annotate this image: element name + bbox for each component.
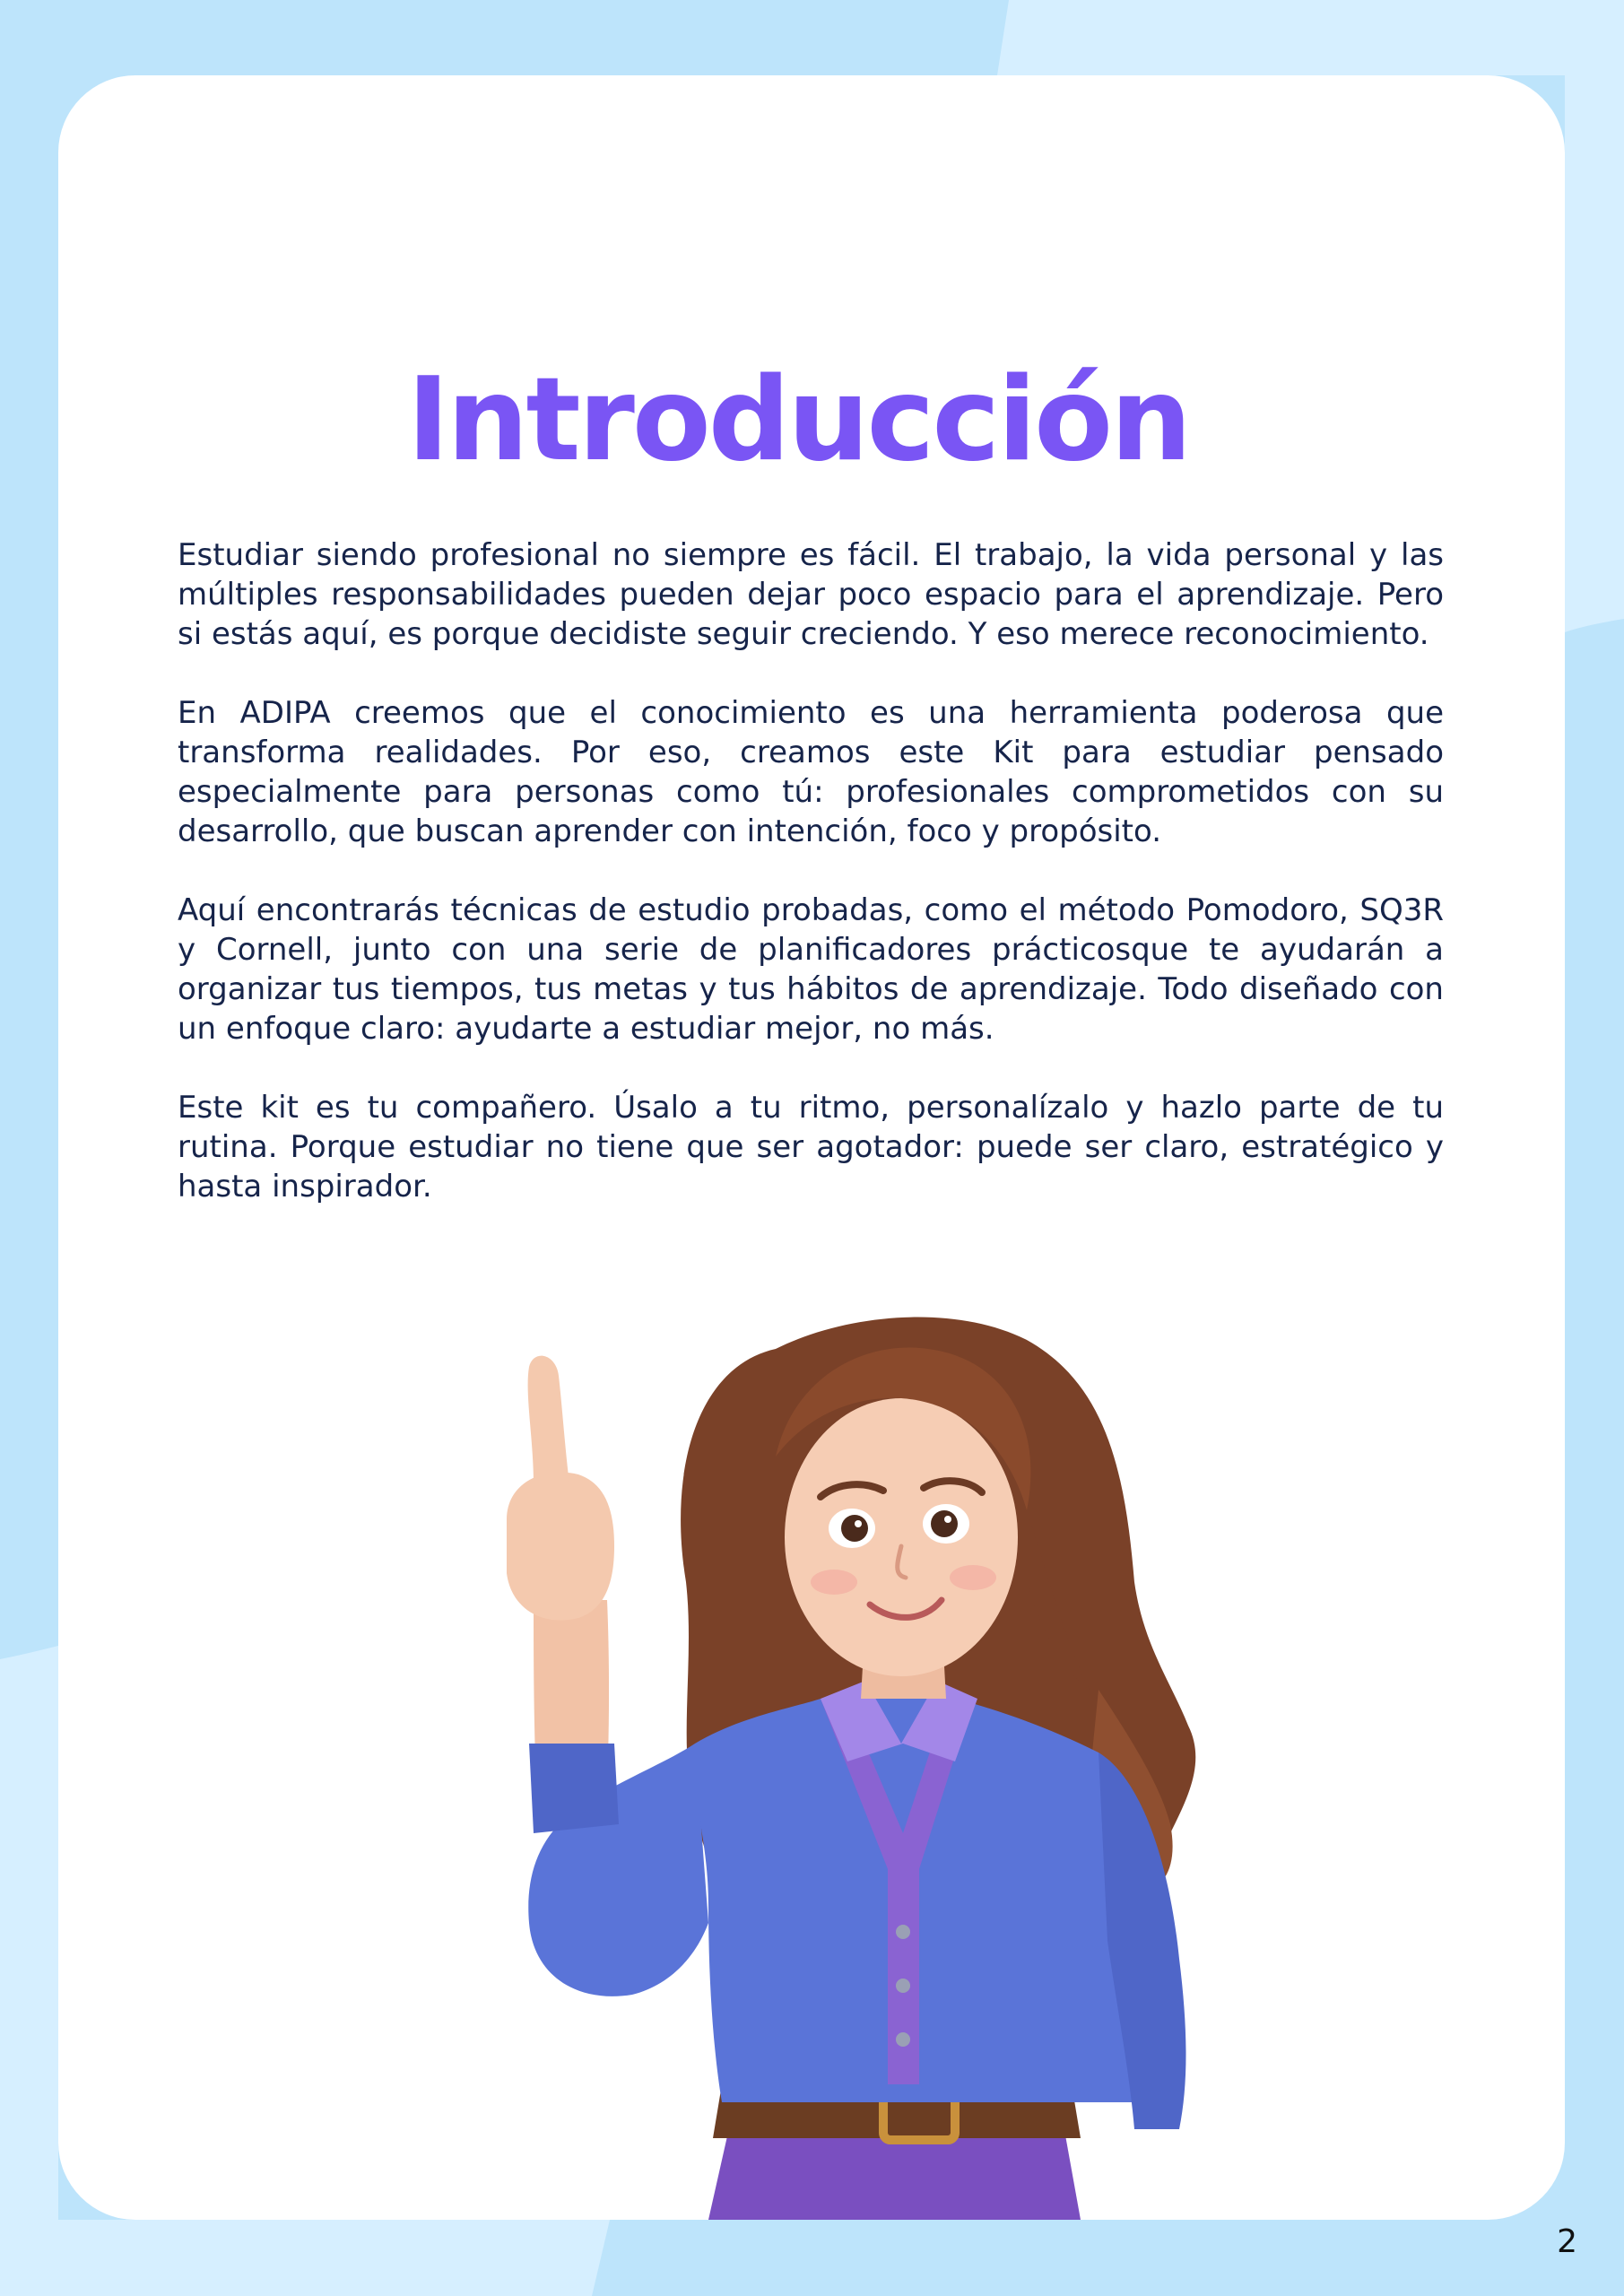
content-card — [58, 75, 1565, 2220]
intro-paragraph-2: En ADIPA creemos que el conocimiento es una herramienta poderosa que transforma realidades. Por eso, creamos este Kit para estudiar pensado especialmente para personas como tú: profesionales comprometidos con su desarrollo, que buscan aprender con intención, foco y propósito. — [178, 695, 1444, 849]
woman-pointing-up-illustration — [399, 1241, 1278, 2220]
intro-paragraph-3: Aquí encontrarás técnicas de estudio probadas, como el método Pomodoro, SQ3R y Cornell, junto con una serie de planificadores prácticosque te ayudarán a organizar tus tiempos, tus metas y tus hábitos de aprendizaje. Todo diseñado con un enfoque claro: ayudarte a estudiar mejor, no más. — [178, 892, 1444, 1047]
page-number: 2 — [1557, 2223, 1577, 2260]
intro-paragraph-4: Este kit es tu compañero. Úsalo a tu ritmo, personalízalo y hazlo parte de tu rutina. Porque estudiar no tiene que ser agotador: puede ser claro, estratégico y hasta inspirador. — [178, 1090, 1444, 1205]
intro-body — [178, 535, 1444, 1246]
intro-paragraph-1: Estudiar siendo profesional no siempre es fácil. El trabajo, la vida personal y las múltiples responsabilidades pueden dejar poco espacio para el aprendizaje. Pero si estás aquí, es porque decidiste seguir creciendo. Y eso merece reconocimiento. — [178, 537, 1444, 652]
page-title: Introducción — [406, 353, 1190, 487]
